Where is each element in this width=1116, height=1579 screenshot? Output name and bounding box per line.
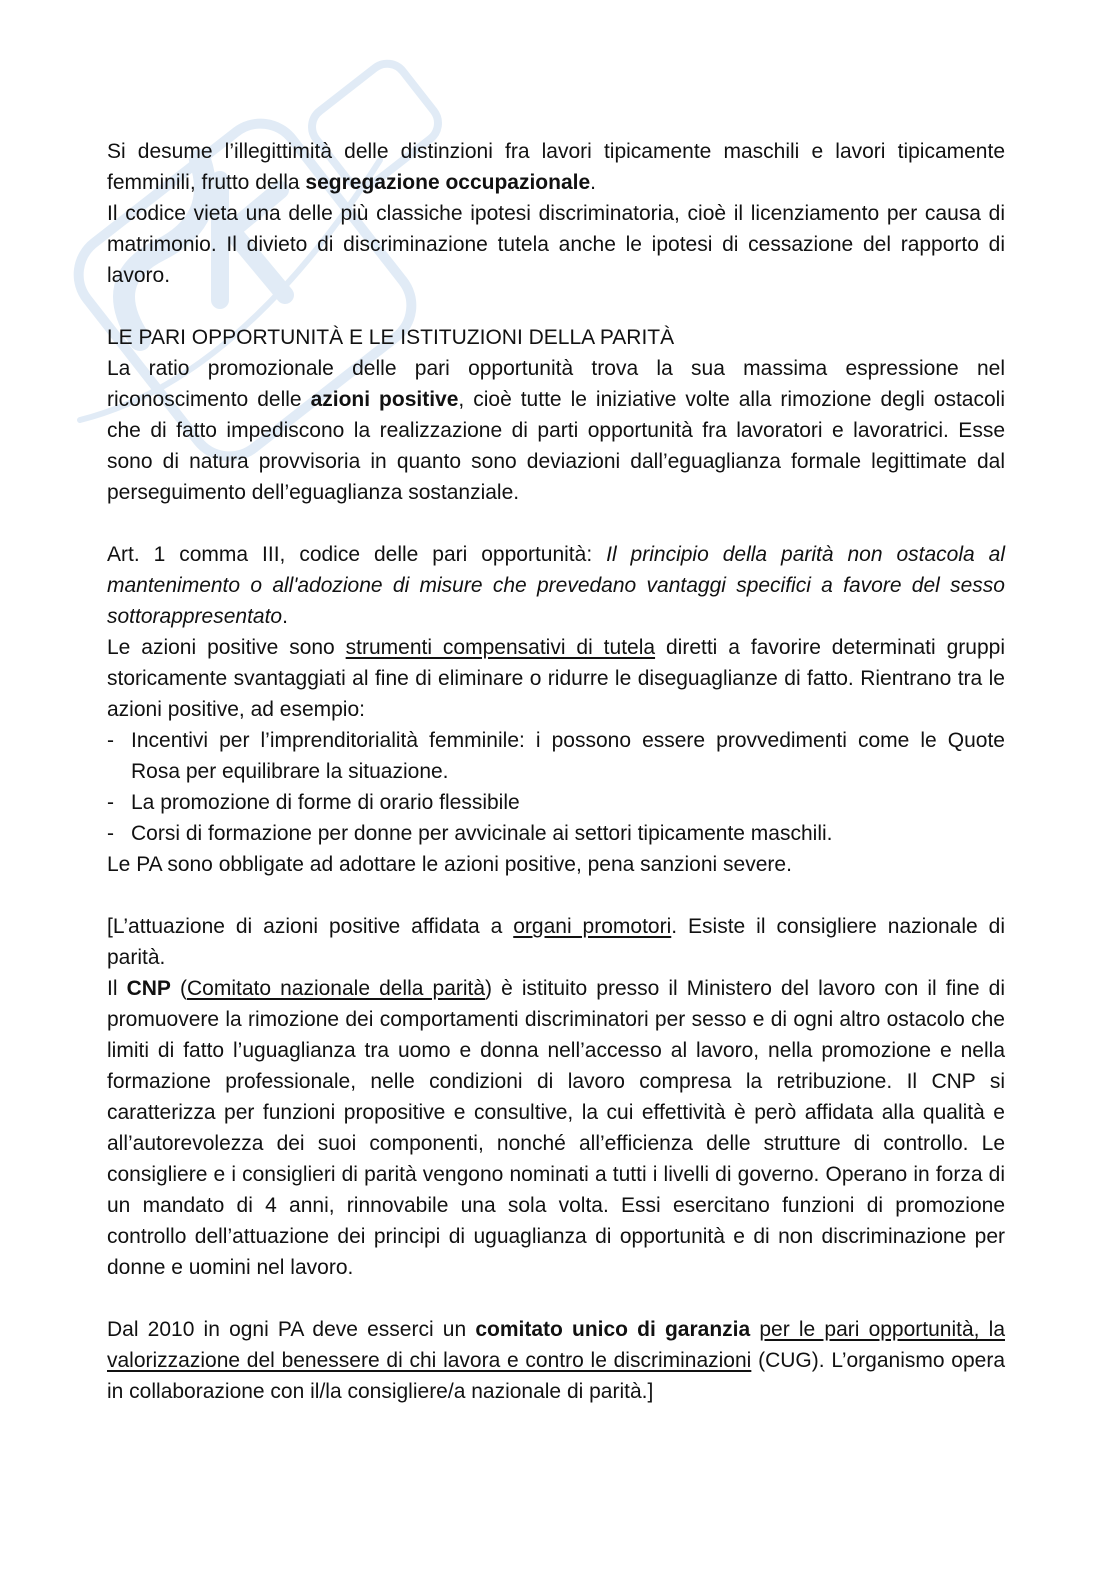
paragraph-cug: [107, 1314, 1005, 1407]
list-item: - Incentivi per l’imprenditorialità femminile: i possono essere provvedimenti come le Quote Rosa per equilibrare la situazione.: [107, 725, 1005, 787]
paragraph-gap: [107, 880, 1005, 911]
text-run: , cioè tutte le iniziative volte alla rimozione degli ostacoli che di fatto impediscono la realizzazione di parti opportunità fra lavoratori e lavoratrici. Esse sono di natura provvisoria in quanto sono deviazioni dall’eguaglianza formale legittimate dal perseguimento dell’eguaglianza sostanziale.: [107, 388, 1005, 504]
paragraph-art-1: [107, 539, 1005, 632]
text-run: (: [170, 977, 187, 1000]
azioni-positive-list: [107, 725, 1005, 849]
paragraph-licenziamento: Il codice vieta una delle più classiche ipotesi discriminatoria, cioè il licenziamento per causa di matrimonio. Il divieto di discriminazione tutela anche le ipotesi di cessazione del rapporto di lavoro.: [107, 202, 1005, 287]
paragraph-ratio-promozionale: [107, 353, 1005, 508]
text-run: [750, 1318, 759, 1341]
list-item: - Corsi di formazione per donne per avvicinale ai settori tipicamente maschili.: [107, 818, 1005, 849]
text-run: Il: [107, 977, 127, 1000]
bold-term-segregazione: segregazione occupazionale: [305, 171, 591, 194]
bold-term-cnp: CNP: [126, 977, 171, 1000]
paragraph-segregazione: [107, 136, 1005, 198]
text-run: La ratio promozionale delle pari opportunità trova la sua massima espressione nel riconoscimento delle: [107, 357, 1005, 411]
text-run: Le azioni positive sono: [107, 636, 346, 659]
underlined-term-pari-opportunita: per le pari opportunità, la valorizzazione del benessere di chi lavora e contro le discriminazioni: [107, 1318, 1005, 1372]
paragraph-gap: [107, 291, 1005, 322]
underlined-term-comitato: Comitato nazionale della parità: [187, 977, 486, 1000]
text-run: Art. 1 comma III, codice delle pari opportunità:: [107, 543, 607, 566]
section-heading: LE PARI OPPORTUNITÀ E LE ISTITUZIONI DELLA PARITÀ: [107, 326, 675, 349]
paragraph-organi-promotori: [107, 911, 1005, 973]
underlined-term-strumenti: strumenti compensativi di tutela: [345, 636, 656, 659]
text-run: .: [282, 605, 288, 628]
text-run: .: [590, 171, 597, 194]
bold-term-comitato-unico: comitato unico di garanzia: [475, 1318, 751, 1341]
document-page: [107, 136, 1005, 1407]
text-run: Dal 2010 in ogni PA deve esserci un: [107, 1318, 476, 1341]
text-run: (CUG). L’organismo opera in collaborazione con il/la consigliere/a nazionale di parità.]: [107, 1349, 1006, 1403]
paragraph-gap: [107, 508, 1005, 539]
text-run: diretti a favorire determinati gruppi storicamente svantaggiati al fine di eliminare o ridurre le diseguaglianze di fatto. Rientrano tra le azioni positive, ad esempio:: [107, 636, 1005, 721]
paragraph-pa-obbligate: Le PA sono obbligate ad adottare le azioni positive, pena sanzioni severe.: [107, 853, 792, 876]
underlined-term-organi: organi promotori: [513, 915, 672, 938]
paragraph-strumenti-compensativi: [107, 632, 1005, 725]
bold-term-azioni-positive: azioni positive: [310, 388, 459, 411]
paragraph-cnp: [107, 973, 1005, 1283]
list-item: - La promozione di forme di orario flessibile: [107, 787, 1005, 818]
text-run: ) è istituito presso il Ministero del lavoro con il fine di promuovere la rimozione dei comportamenti discriminatori per sesso e di ogni altro ostacolo che limiti di fatto l’uguaglianza tra uomo e donna nell’accesso al lavoro, nella promozione e nella formazione professionale, nelle condizioni di lavoro compresa la retribuzione. Il CNP si caratterizza per funzioni propositive e consultive, la cui effettività è però affidata alla qualità e all’autorevolezza dei suoi componenti, nonché all’efficienza delle strutture di controllo. Le consigliere e i consiglieri di parità vengono nominati a tutti i livelli di governo. Operano in forza di un mandato di 4 anni, rinnovabile una sola volta. Essi esercitano funzioni di promozione controllo dell’attuazione dei principi di uguaglianza di opportunità e di non discriminazione per donne e uomini nel lavoro.: [107, 977, 1006, 1279]
text-run: [L’attuazione di azioni positive affidata a: [107, 915, 514, 938]
paragraph-gap: [107, 1283, 1005, 1314]
text-run: Si desume l’illegittimità delle distinzioni fra lavori tipicamente maschili e lavori tipicamente femminili, frutto della: [107, 140, 1005, 194]
text-run: . Esiste il consigliere nazionale di parità.: [107, 915, 1005, 969]
italic-quote-principio: Il principio della parità non ostacola al mantenimento o all'adozione di misure che prevedano vantaggi specifici a favore del sesso sottorappresentato: [107, 543, 1005, 628]
